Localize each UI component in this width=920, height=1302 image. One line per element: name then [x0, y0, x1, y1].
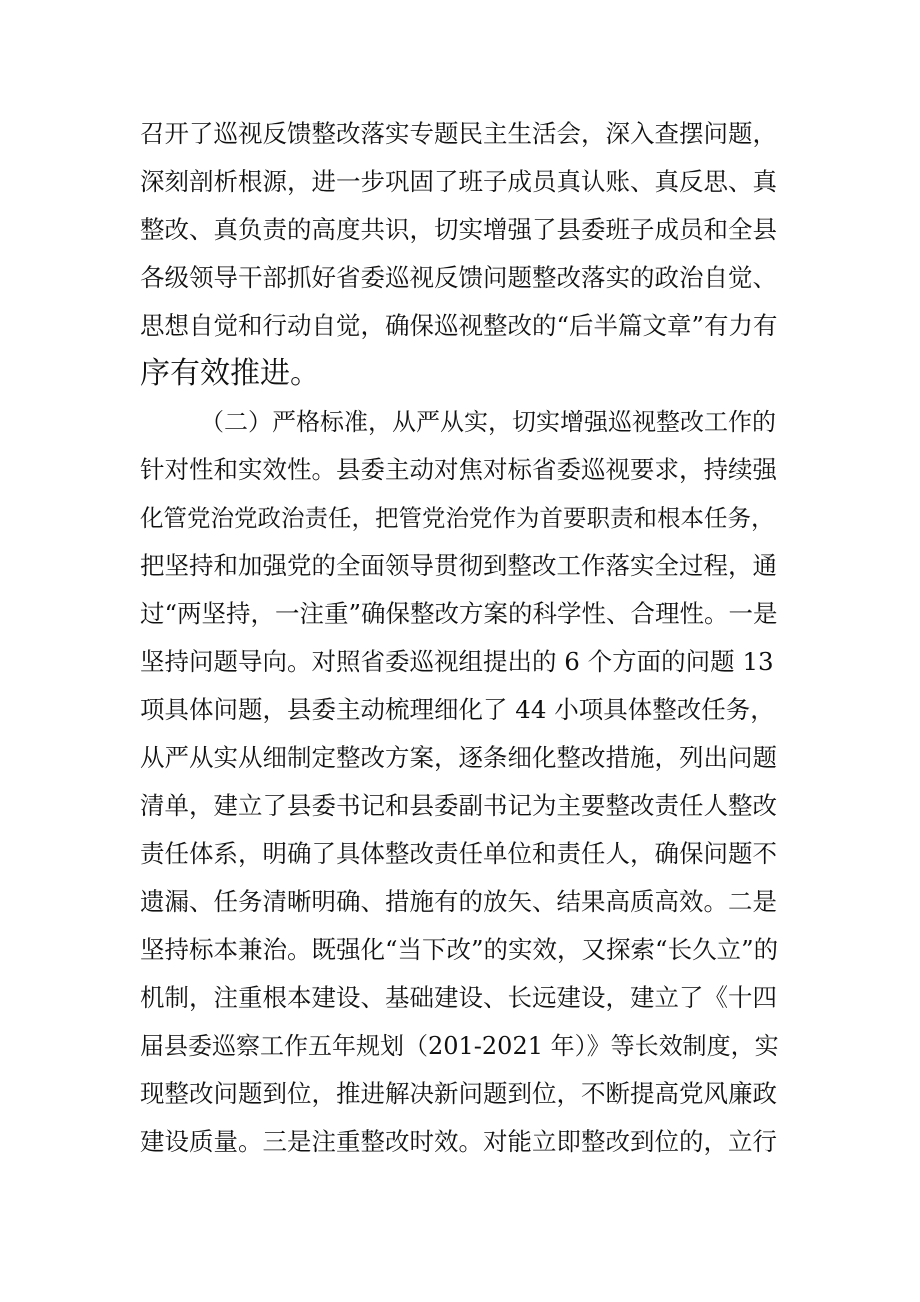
paragraph-line-20: 届县委巡察工作五年规划（201-2021 年）》等长效制度，实 — [140, 1032, 779, 1060]
paragraph-line-9: 化管党治党政治责任，把管党治党作为首要职责和根本任务， — [140, 504, 775, 532]
paragraph-line-17: 遗漏、任务清晰明确、措施有的放矢、结果高质高效。二是 — [140, 887, 777, 916]
paragraph-line-22: 建设质量。三是注重整改时效。对能立即整改到位的，立行 — [140, 1127, 777, 1156]
paragraph-line-2: 深刻剖析根源，进一步巩固了班子成员真认账、真反思、真 — [140, 167, 777, 196]
paragraph-line-13: 项具体问题，县委主动梳理细化了 44 小项具体整改任务， — [140, 695, 775, 724]
section-heading-line: （二）严格标准，从严从实，切实增强巡视整改工作的 — [200, 408, 776, 436]
paragraph-line-6: 序有效推进。 — [140, 356, 320, 391]
paragraph-line-14: 从严从实从细制定整改方案，逐条细化整改措施，列出问题 — [140, 743, 777, 772]
paragraph-line-1: 召开了巡视反馈整改落实专题民主生活会，深入查摆问题， — [140, 119, 777, 148]
paragraph-line-10: 把坚持和加强党的全面领导贯彻到整改工作落实全过程，通 — [140, 551, 777, 580]
paragraph-line-5: 思想自觉和行动自觉，确保巡视整改的“后半篇文章”有力有 — [140, 311, 778, 340]
paragraph-line-19: 机制，注重根本建设、基础建设、长远建设，建立了《十四 — [140, 983, 777, 1012]
paragraph-line-18: 坚持标本兼治。既强化“当下改”的实效，又探索“长久立”的 — [140, 935, 779, 964]
paragraph-line-4: 各级领导干部抓好省委巡视反馈问题整改落实的政治自觉、 — [140, 263, 777, 292]
paragraph-line-16: 责任体系，明确了具体整改责任单位和责任人，确保问题不 — [140, 839, 777, 868]
paragraph-line-8: 针对性和实效性。县委主动对焦对标省委巡视要求，持续强 — [140, 455, 777, 484]
paragraph-line-12: 坚持问题导向。对照省委巡视组提出的 6 个方面的问题 13 — [140, 647, 774, 676]
paragraph-line-3: 整改、真负责的高度共识，切实增强了县委班子成员和全县 — [140, 215, 777, 244]
paragraph-line-21: 现整改问题到位，推进解决新问题到位，不断提高党风廉政 — [140, 1079, 777, 1108]
paragraph-line-11: 过“两坚持，一注重”确保整改方案的科学性、合理性。一是 — [140, 599, 778, 628]
paragraph-line-15: 清单，建立了县委书记和县委副书记为主要整改责任人整改 — [140, 791, 777, 820]
